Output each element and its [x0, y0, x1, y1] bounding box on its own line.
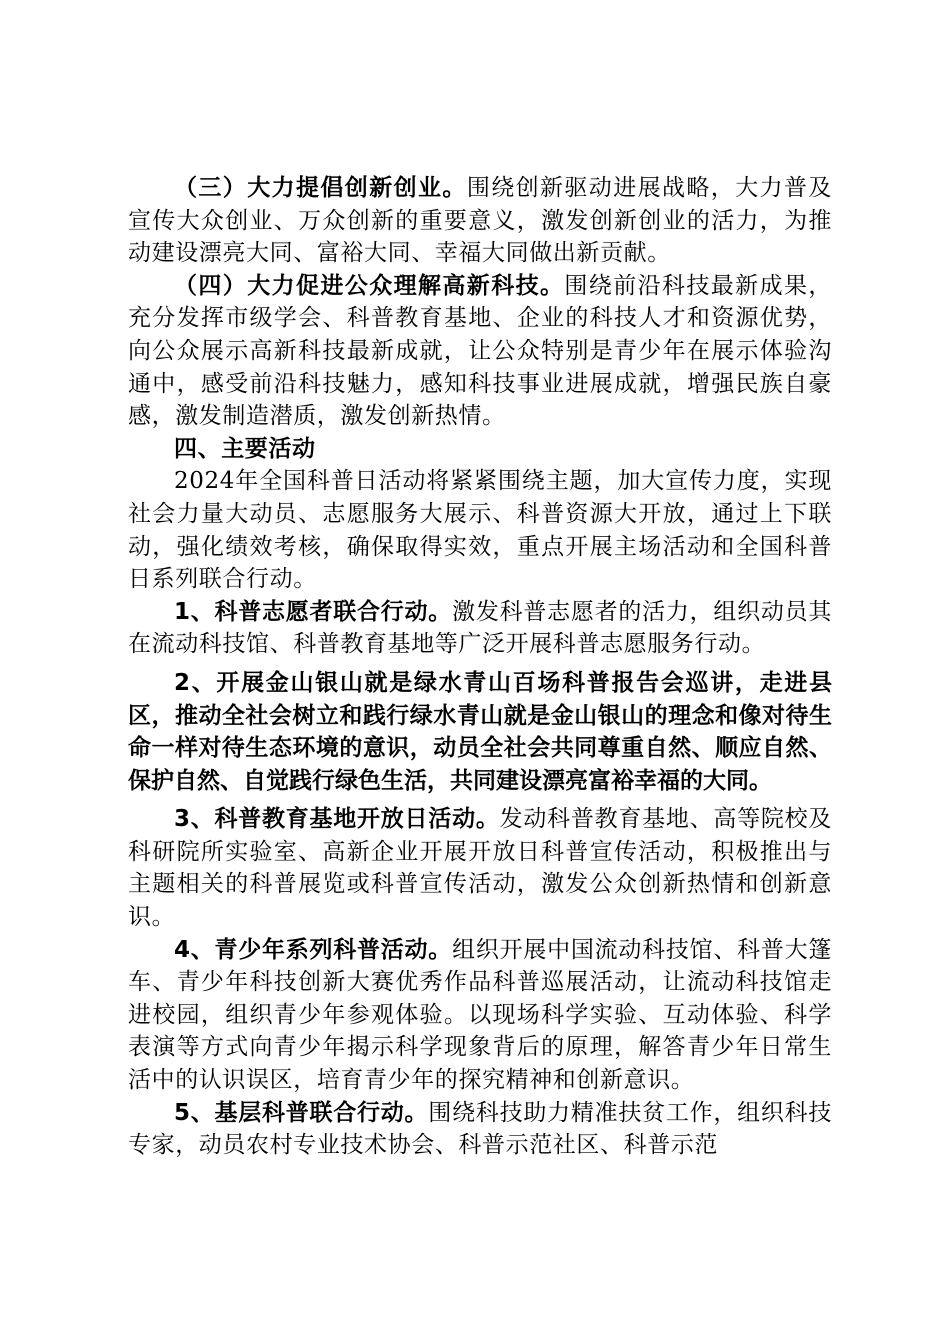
- paragraph-text: 围绕科技助力精准扶贫工作，组织科技专家，动员农村专业技术协会、科普示范社区、科普示范: [128, 1099, 832, 1159]
- paragraph-lead: 1、科普志愿者联合行动。: [174, 598, 453, 625]
- paragraph-lead: 5、基层科普联合行动。: [174, 1099, 429, 1126]
- paragraph-public-science: [128, 270, 832, 433]
- section-heading: 四、主要活动: [174, 435, 316, 462]
- paragraph-item-5: [128, 1097, 832, 1162]
- paragraph-text: 围绕创新驱动进展战略，大力普及宣传大众创业、万众创新的重要意义，激发创新创业的活力，为推动建设漂亮大同、富裕大同、幸福大同做出新贡献。: [128, 175, 833, 267]
- paragraph-text: 发动科普教育基地、高等院校及科研院所实验室、高新企业开展开放日科普宣传活动，积极推出与主题相关的科普展览或科普宣传活动，激发公众创新热情和创新意识。: [128, 806, 832, 931]
- paragraph-text: 激发科普志愿者的活力，组织动员其在流动科技馆、科普教育基地等广泛开展科普志愿服务行动。: [128, 598, 832, 658]
- paragraph-text: 组织开展中国流动科技馆、科普大篷车、青少年科技创新大赛优秀作品科普巡展活动，让流动科技馆走进校园，组织青少年参观体验。以现场科学实验、互动体验、科学表演等方式向青少年揭示科学现象背后的原理，解答青少年日常生活中的认识误区，培育青少年的探究精神和创新意识。: [128, 936, 832, 1094]
- paragraph-lead: 3、科普教育基地开放日活动。: [174, 806, 500, 833]
- paragraph-lead: （四）大力促进公众理解高新科技。: [174, 272, 565, 299]
- document-page: [128, 172, 832, 1162]
- paragraph-text: 围绕前沿科技最新成果，充分发挥市级学会、科普教育基地、企业的科技人才和资源优势，向公众展示高新科技最新成就，让公众特别是青少年在展示体验沟通中，感受前沿科技魅力，感知科技事业进展成就，增强民族自豪感，激发制造潜质，激发创新热情。: [128, 272, 832, 430]
- paragraph-overview: 2024年全国科普日活动将紧紧围绕主题，加大宣传力度，实现社会力量大动员、志愿服务大展示、科普资源大开放，通过上下联动，强化绩效考核，确保取得实效，重点开展主场活动和全国科普日系列联合行动。: [128, 468, 832, 593]
- paragraph-lead: 4、青少年系列科普活动。: [174, 936, 453, 963]
- paragraph-lead: （三）大力提倡创新创业。: [174, 175, 467, 201]
- paragraph-innovation: [128, 172, 832, 270]
- paragraph-item-3: [128, 803, 832, 933]
- paragraph-item-2: 2、开展金山银山就是绿水青山百场科普报告会巡讲，走进县区，推动全社会树立和践行绿水青山就是金山银山的理念和像对待生命一样对待生态环境的意识，动员全社会共同尊重自然、顺应自然、保护自然、自觉践行绿色生活，共同建设漂亮富裕幸福的大同。: [128, 669, 832, 794]
- paragraph-item-4: [128, 934, 832, 1097]
- paragraph-item-1: [128, 596, 832, 661]
